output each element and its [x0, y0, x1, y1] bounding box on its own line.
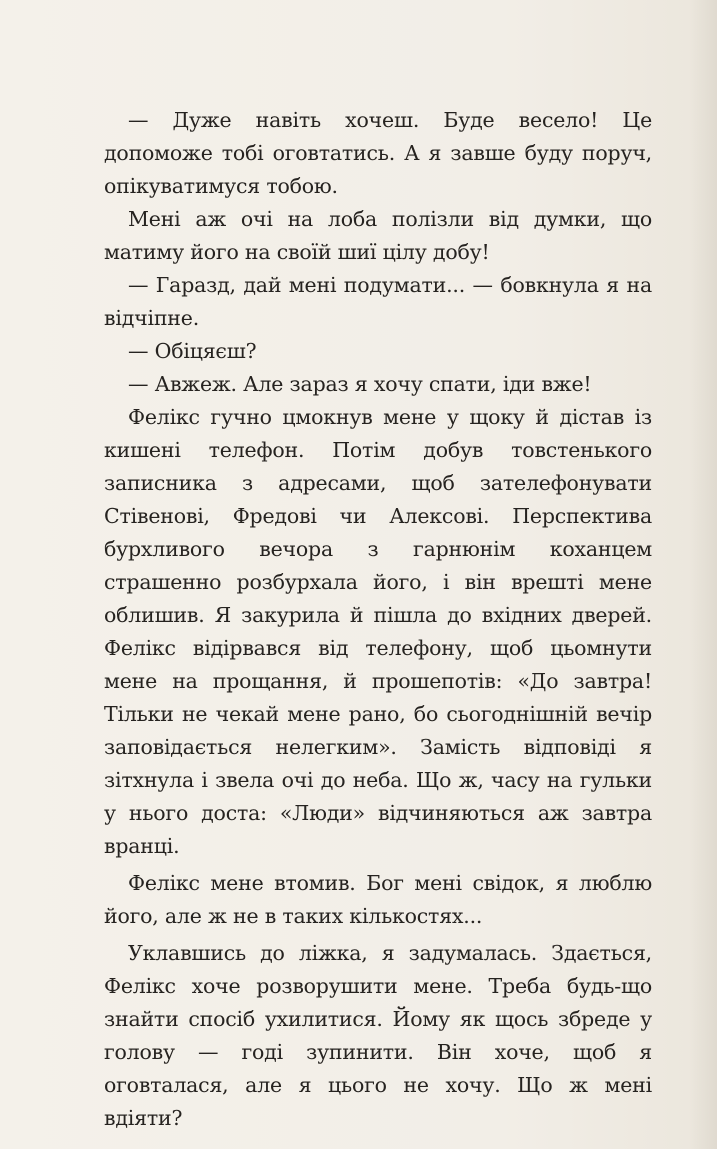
paragraph-8: Уклавшись до ліжка, я задумалась. Здається, Фелікс хоче розворушити мене. Треба будь-що знайти спосіб ухилитися. Йому як щось збреде у голову — годі зупинити. Він хоче, щоб я оговталася, але я цього не хочу. Що ж мені вдіяти? [104, 941, 652, 1130]
paragraph-4: — Обіцяєш? [128, 339, 257, 363]
paragraph-5: — Авжеж. Але зараз я хочу спати, іди вже! [128, 372, 592, 396]
paragraph-3: — Гаразд, дай мені подумати... — бовкнула я на відчіпне. [104, 273, 652, 330]
paragraph-6: Фелікс гучно цмокнув мене у щоку й дістав із кишені телефон. Потім добув товстенького записника з адресами, щоб зателефонувати Стівенові, Фредові чи Алексові. Перспектива бурхливого вечора з гарнюнім коханцем страшенно розбурхала його, і він врешті мене облишив. Я закурила й пішла до вхідних дверей. Фелікс відірвався від телефону, щоб цьомнути мене на прощання, й прошепотів: «До завтра! Тільки не чекай мене рано, бо сьогоднішній вечір заповідається нелегким». Замість відповіді я зітхнула і звела очі до неба. Що ж, часу на гульки у нього доста: «Люди» відчиняються аж завтра вранці. [104, 405, 652, 858]
page-text [104, 104, 652, 1135]
paragraph-7: Фелікс мене втомив. Бог мені свідок, я люблю його, але ж не в таких кількостях... [104, 871, 652, 928]
paragraph-2: Мені аж очі на лоба полізли від думки, що матиму його на своїй шиї цілу добу! [104, 207, 652, 264]
page-edge-shadow [689, 0, 717, 1149]
paragraph-1: — Дуже навіть хочеш. Буде весело! Це допоможе тобі оговтатись. А я завше буду поруч, опікуватимуся тобою. [104, 108, 652, 198]
